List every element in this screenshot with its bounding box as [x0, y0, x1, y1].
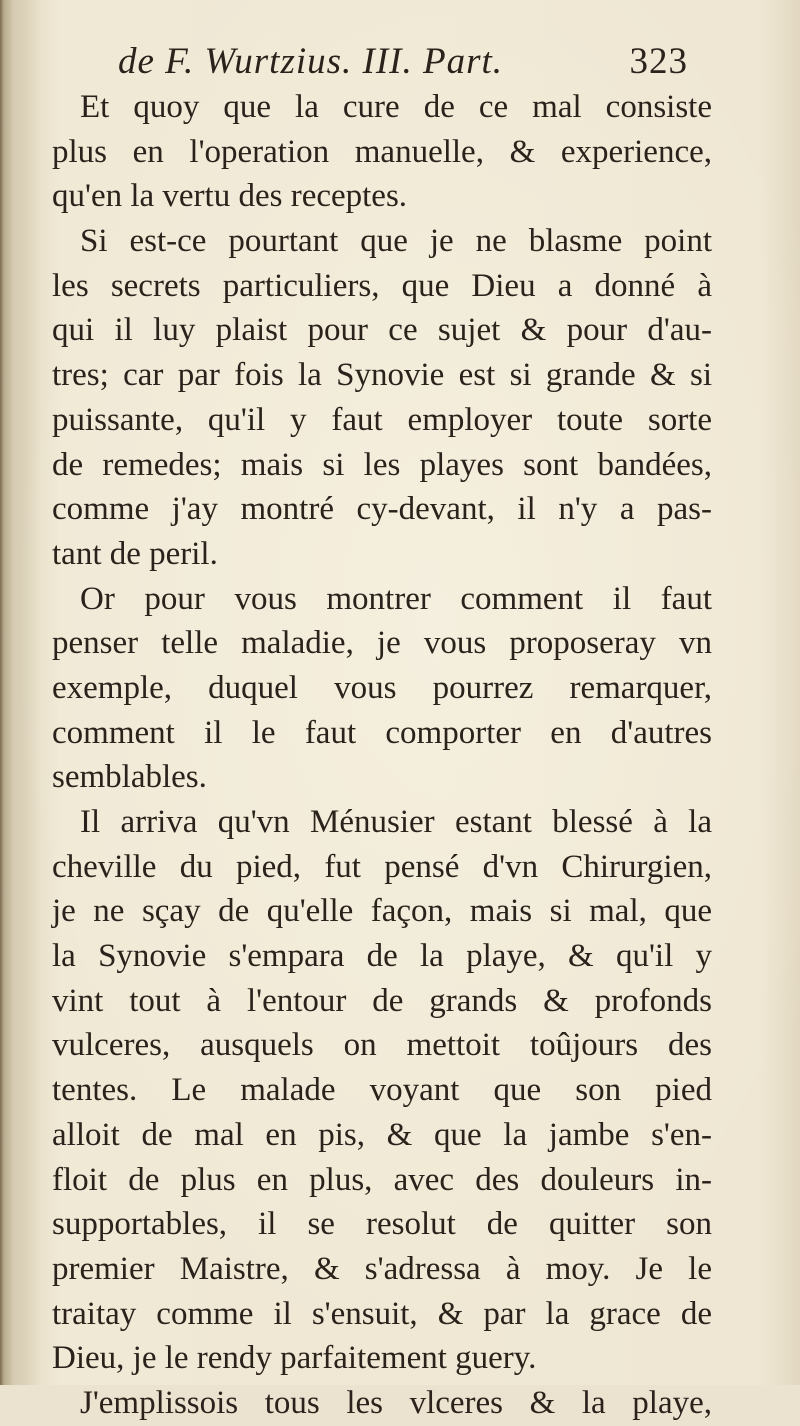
text-line: comment il le faut comporter en d'autres — [52, 714, 712, 751]
text-line: vulceres, ausquels on mettoit toûjours des — [52, 1027, 712, 1064]
text-line: de remedes; mais si les playes sont bandées, — [52, 446, 712, 483]
text-line: Si est-ce pourtant que je ne blasme point — [80, 223, 712, 260]
text-line: tant de peril. — [52, 535, 218, 572]
body-text — [52, 85, 712, 1426]
text-line: alloit de mal en pis, & que la jambe s'en- — [52, 1116, 712, 1153]
text-line: exemple, duquel vous pourrez remarquer, — [52, 669, 712, 706]
text-line: je ne sçay de qu'elle façon, mais si mal, que — [52, 893, 712, 930]
book-spine-shadow — [0, 0, 40, 1385]
text-line: Il arriva qu'vn Ménusier estant blessé à la — [80, 804, 712, 840]
running-header — [118, 40, 688, 83]
text-line: supportables, il se resolut de quitter son — [52, 1206, 712, 1243]
text-line: cheville du pied, fut pensé d'vn Chirurgien, — [52, 848, 712, 885]
text-line: plus en l'operation manuelle, & experience, — [52, 133, 712, 170]
text-line: J'emplissois tous les vlceres & la playe, — [80, 1384, 712, 1421]
text-line: qui il luy plaist pour ce sujet & pour d'au- — [52, 312, 712, 349]
text-line: floit de plus en plus, avec des douleurs in- — [52, 1161, 712, 1198]
text-line: Or pour vous montrer comment il faut — [80, 580, 712, 617]
running-title: de F. Wurtzius. III. Part. — [118, 41, 504, 82]
text-line: qu'en la vertu des receptes. — [52, 178, 408, 215]
text-line: puissante, qu'il y faut employer toute sorte — [52, 401, 712, 438]
text-line: traitay comme il s'ensuit, & par la grace de — [52, 1295, 712, 1332]
text-line: Dieu, je le rendy parfaitement guery. — [52, 1340, 537, 1377]
text-line: tres; car par fois la Synovie est si grande & si — [52, 357, 712, 394]
text-line: les secrets particuliers, que Dieu a donné à — [52, 267, 712, 304]
text-line: Et quoy que la cure de ce mal consiste — [80, 89, 712, 125]
text-line: la Synovie s'empara de la playe, & qu'il y — [52, 938, 712, 975]
text-line: penser telle maladie, je vous proposeray vn — [52, 625, 712, 662]
text-line: tentes. Le malade voyant que son pied — [52, 1072, 712, 1109]
text-line: comme j'ay montré cy-devant, il n'y a pas- — [52, 491, 712, 528]
text-line: vint tout à l'entour de grands & profonds — [52, 982, 712, 1019]
text-line: semblables. — [52, 759, 207, 796]
page-number: 323 — [629, 41, 688, 82]
text-line: premier Maistre, & s'adressa à moy. Je le — [52, 1250, 712, 1287]
